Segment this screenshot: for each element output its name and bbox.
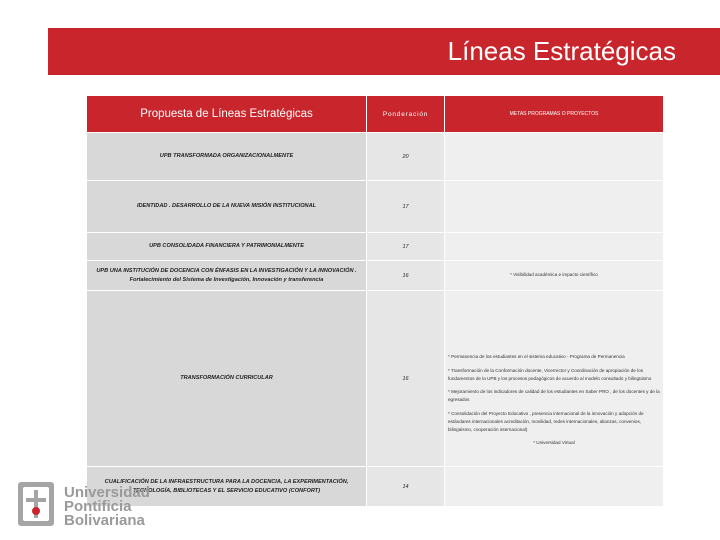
table-row	[87, 181, 664, 233]
row-weight: 14	[367, 467, 445, 507]
goal-item: * Universidad Virtual	[533, 440, 575, 446]
table-header-row	[87, 96, 664, 133]
row-goals	[445, 291, 664, 467]
table-row	[87, 291, 664, 467]
header-proposal: Propuesta de Líneas Estratégicas	[87, 96, 367, 133]
proposal-line: IDENTIDAD . DESARROLLO DE LA NUEVA MISIÓN INSTITUCIONAL	[136, 203, 317, 210]
header-weight: Ponderación	[367, 96, 445, 133]
goal-item: * Permanencia de los estudiantes en el sistema educativo - Programa de Permanencia	[448, 354, 625, 359]
row-goals	[445, 261, 664, 291]
goal-item: * Visibilidad académica e impacto científico	[510, 271, 598, 277]
row-weight: 17	[367, 181, 445, 233]
row-proposal	[87, 291, 367, 467]
row-goals	[445, 467, 664, 507]
logo-line: Pontificia	[64, 498, 132, 515]
proposal-line: TECNOLOGÍA, BIBLIOTECAS Y EL SERVICIO EDUCATIVO (CONFORT)	[132, 487, 321, 494]
university-crest-icon	[14, 478, 58, 530]
row-weight: 16	[367, 291, 445, 467]
table-row	[87, 233, 664, 261]
proposal-line: Fortalecimiento del Sistema de Investigación, Innovación y transferencia	[129, 276, 324, 283]
proposal-line: UPB CONSOLIDADA FINANCIERA Y PATRIMONIALMENTE	[149, 243, 304, 250]
header-goals: METAS PROGRAMAS O PROYECTOS	[445, 96, 664, 133]
table-row	[87, 133, 664, 181]
row-proposal	[87, 261, 367, 291]
row-proposal	[87, 133, 367, 181]
goal-item: * Mejoramiento de los indicadores de calidad de los estudiantes en Saber PRO , de los docentes y de la egresados	[448, 389, 660, 403]
logo-line: Bolivariana	[64, 512, 145, 529]
logo-text	[64, 486, 150, 528]
row-goals	[445, 233, 664, 261]
row-weight: 16	[367, 261, 445, 291]
row-goals	[445, 133, 664, 181]
logo-line: Universidad	[64, 484, 150, 501]
strategic-lines-table	[86, 95, 664, 507]
row-goals	[445, 181, 664, 233]
goal-item: * Transformación de la Conformación docente, Vicerrector y Coordinación de apropiación de los fundamentos de la UPB y los procesos pedagógicos de acuerdo al modelo consultado y bilingüismo	[448, 367, 652, 381]
table-row	[87, 261, 664, 291]
proposal-line: UPB UNA INSTITUCIÓN DE DOCENCIA CON ÉNFASIS EN LA INVESTIGACIÓN Y LA INNOVACIÓN .	[96, 267, 357, 274]
proposal-line: UPB TRANSFORMADA ORGANIZACIONALMENTE	[159, 153, 294, 160]
goal-item: * Consolidación del Proyecto Educativo , presencia internacional de la innovación y adopción de estándares internacionales acreditación, movilidad, redes internacionales, alianzas, convenios, bilingüismo, cooperación internacional)	[448, 410, 644, 432]
slide-title: Líneas Estratégicas	[447, 36, 676, 66]
row-proposal	[87, 233, 367, 261]
proposal-line: CUALIFICACIÓN DE LA INFRAESTRUCTURA PARA LA DOCENCIA, LA EXPERIMENTACIÓN,	[104, 478, 349, 485]
proposal-line: TRANSFORMACIÓN CURRICULAR	[180, 375, 273, 382]
row-weight: 17	[367, 233, 445, 261]
title-bar	[48, 28, 720, 75]
row-proposal	[87, 181, 367, 233]
university-logo	[14, 476, 184, 536]
row-weight: 20	[367, 133, 445, 181]
